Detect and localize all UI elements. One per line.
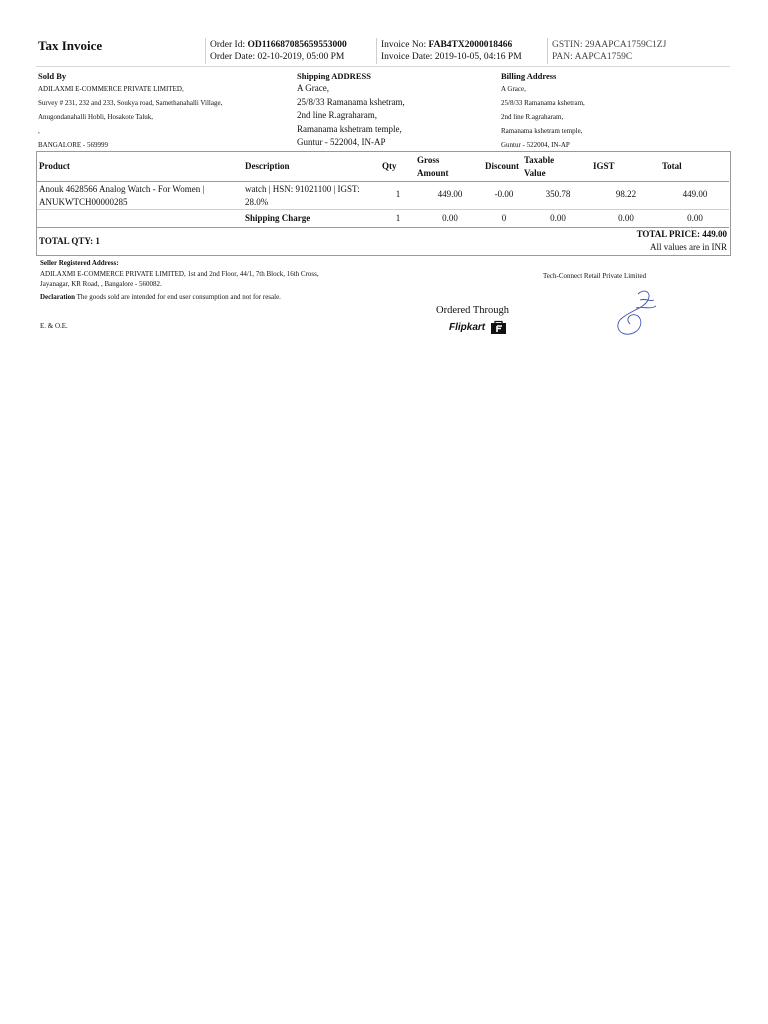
invoice-no-line [381, 39, 512, 51]
sold-by-label: Sold By [38, 71, 67, 81]
shipping-igst: 0.00 [618, 213, 634, 223]
shipping-gross-amount: 0.00 [442, 213, 458, 223]
brand-wordmark: Flipkart [449, 321, 486, 333]
row-qty: 1 [395, 189, 401, 199]
shipping-address-line: Guntur - 522004, IN-AP [297, 137, 386, 147]
product-description [245, 183, 360, 208]
sold-by-line: Anugondanahalli Hobli, Hosakote Taluk, [38, 113, 154, 121]
shipping-address-label: Shipping ADDRESS [297, 71, 371, 81]
col-header-qty: Qty [382, 161, 397, 171]
col-header-taxable-line2: Value [524, 168, 546, 178]
flipkart-bag-icon [490, 320, 507, 334]
order-date-line [210, 51, 344, 63]
currency-note: All values are in INR [650, 242, 727, 252]
col-header-total: Total [662, 161, 682, 171]
col-header-gross-line2: Amount [417, 168, 449, 178]
order-id-label: Order Id: [210, 40, 246, 50]
header-rule [36, 66, 730, 67]
shipping-address-line: A Grace, [297, 83, 329, 93]
shipping-address-line: 2nd line R.agraharam, [297, 110, 377, 120]
invoice-date-label: Invoice Date: [381, 52, 433, 62]
invoice-date-value: 2019-10-05, 04:16 PM [434, 52, 522, 62]
signature-mark [610, 286, 680, 342]
invoice-no-value: FAB4TX2000018466 [428, 40, 513, 50]
col-header-product: Product [39, 161, 70, 171]
shipping-address-line: Ramanama kshetram temple, [297, 123, 402, 134]
row-gross-amount: 449.00 [437, 189, 463, 199]
sold-by-line: ADILAXMI E-COMMERCE PRIVATE LIMITED, [38, 85, 184, 93]
shipping-discount: 0 [501, 213, 507, 223]
eoe-note: E. & O.E. [40, 322, 68, 330]
shipping-address-line: 25/8/33 Ramanama kshetram, [297, 96, 405, 107]
shipping-address-block [297, 70, 487, 150]
gstin-label: GSTIN: [552, 40, 583, 50]
pan-line [552, 51, 632, 63]
row-total: 449.00 [682, 189, 708, 199]
shipping-taxable-value: 0.00 [550, 213, 566, 223]
shipping-charge-label: Shipping Charge [245, 213, 311, 223]
description-line: 28.0% [245, 196, 269, 207]
billing-address-label: Billing Address [501, 71, 557, 81]
sold-by-block [38, 70, 288, 152]
gstin-value: 29AAPCA1759C1ZJ [585, 40, 667, 50]
seller-registered-address [40, 270, 319, 289]
col-header-description: Description [245, 161, 290, 171]
table-row [39, 183, 204, 208]
invoice-date-line [381, 51, 522, 63]
header-divider [376, 38, 377, 64]
order-id-value: OD116687085659553000 [247, 40, 347, 50]
description-line: watch | HSN: 91021100 | IGST: [245, 184, 360, 194]
ordered-through-label: Ordered Through [436, 305, 509, 316]
billing-address-line: Ramanama kshetram temple, [501, 127, 583, 135]
row-igst: 98.22 [615, 189, 637, 199]
table-total-rule [37, 227, 729, 228]
sold-by-line: BANGALORE - 569999 [38, 141, 108, 149]
shipping-total: 0.00 [687, 213, 703, 223]
row-taxable-value: 350.78 [545, 189, 571, 199]
seller-address-line: Jayanagar, KR Road, , Bangalore - 560082. [40, 279, 162, 288]
flipkart-logo [449, 320, 507, 334]
declaration-label: Declaration [40, 293, 75, 301]
header-divider [547, 38, 548, 64]
sold-by-line: , [38, 127, 40, 135]
billing-address-line: Guntur - 522004, IN-AP [501, 141, 570, 149]
total-price: TOTAL PRICE: 449.00 [636, 229, 727, 239]
total-qty: TOTAL QTY: 1 [39, 236, 100, 246]
col-header-taxable-value [524, 154, 554, 180]
col-header-discount: Discount [485, 161, 520, 171]
shipping-qty: 1 [395, 213, 401, 223]
invoice-no-label: Invoice No: [381, 40, 427, 50]
billing-address-line: 25/8/33 Ramanama kshetram, [501, 99, 585, 107]
signatory-company: Tech-Connect Retail Private Limited [543, 272, 647, 280]
col-header-gross-amount [417, 154, 449, 180]
seller-address-line: ADILAXMI E-COMMERCE PRIVATE LIMITED, 1st and 2nd Floor, 44/1, 7th Block, 16th Cross, [40, 270, 319, 278]
declaration-text: The goods sold are intended for end user consumption and not for resale. [76, 293, 281, 301]
table-header-rule [37, 181, 729, 182]
order-date-label: Order Date: [210, 52, 256, 62]
col-header-taxable-line1: Taxable [524, 155, 555, 165]
col-header-gross-line1: Gross [417, 155, 440, 165]
gstin-line [552, 39, 666, 51]
order-date-value: 02-10-2019, 05:00 PM [257, 52, 345, 62]
declaration [40, 293, 281, 301]
billing-address-line: A Grace, [501, 85, 526, 93]
col-header-igst: IGST [593, 161, 615, 171]
invoice-title: Tax Invoice [38, 38, 103, 53]
pan-label: PAN: [552, 52, 573, 62]
order-id-line [210, 39, 347, 51]
pan-value: AAPCA1759C [574, 52, 633, 62]
product-name: Anouk 4628566 Analog Watch - For Women | [39, 184, 205, 194]
billing-address-line: 2nd line R.agraharam, [501, 113, 564, 121]
header-divider [205, 38, 206, 64]
row-discount: -0.00 [494, 189, 514, 199]
product-sku: ANUKWTCH00000285 [39, 196, 128, 207]
table-row-rule [37, 209, 729, 210]
sold-by-line: Survey # 231, 232 and 233, Soukya road, Samethanahalli Village, [38, 99, 223, 107]
seller-registered-label: Seller Registered Address: [40, 259, 119, 267]
billing-address-block [501, 70, 721, 152]
